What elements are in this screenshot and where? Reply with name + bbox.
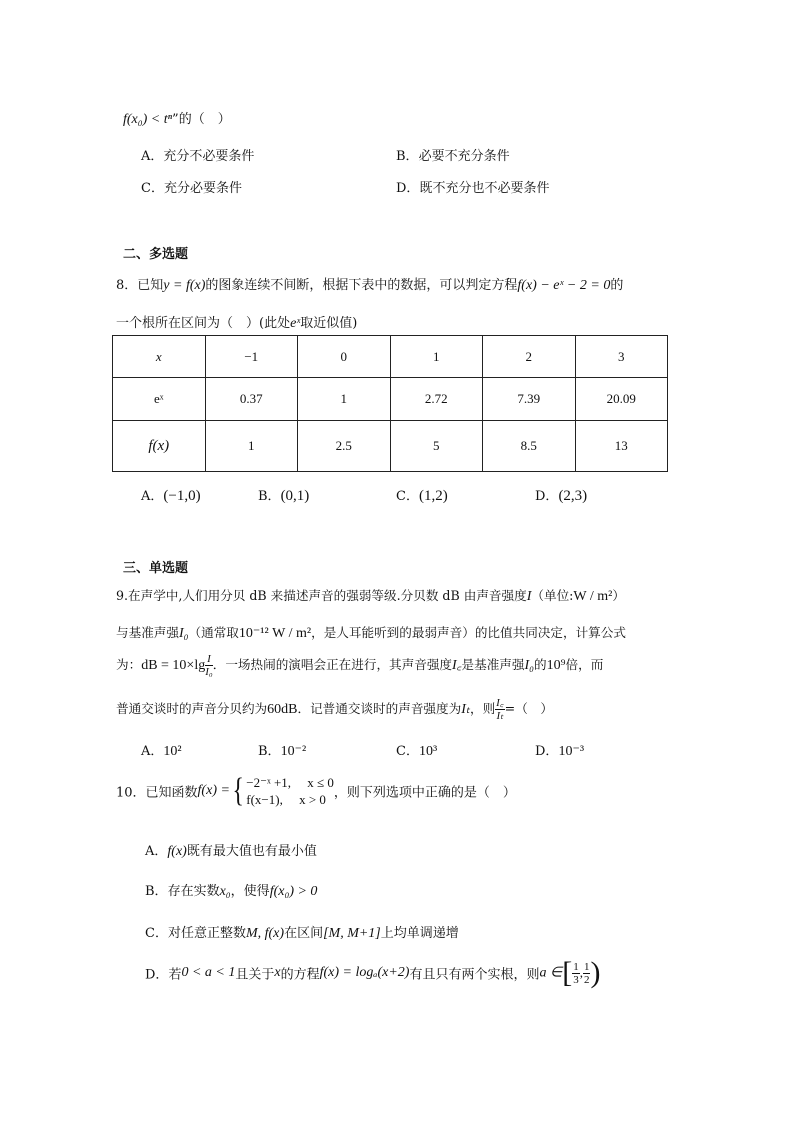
q9-option-b[interactable] [258,740,306,760]
table-cell: 1 [390,336,483,378]
q9-fraction [205,653,213,678]
q9-unit: 10⁻¹² W / m² [238,626,312,641]
table-cell: 3 [575,336,668,378]
option-text: 既有最大值也有最小值 [186,844,317,859]
q7-tail-text: ”的（ ） [172,112,231,127]
option-text: (0,1) [280,488,310,504]
option-text: 必要不充分条件 [418,149,510,164]
section-heading-multi: 二、多选题 [123,247,189,262]
q9-text: ．记普通交谈时的声音强度为 [297,701,462,716]
option-letter: A． [141,489,164,504]
q9-text: 的 [534,657,547,672]
q9-text: ） [612,588,625,603]
option-letter: B． [396,149,419,164]
fraction-numerator: I꜀ [496,697,504,709]
option-letter: B． [258,744,281,759]
option-text: 10² [163,744,182,759]
table-row [113,421,668,472]
interval-fraction [572,961,580,986]
q7-inequality: f(x₀) < tⁿ [123,112,173,127]
option-letter: A． [145,844,168,859]
fraction-denominator: Iₜ [496,710,504,722]
piecewise-case-1: −2⁻ˣ +1, x ≤ 0 [246,775,334,790]
q9-text: =（ ） [504,701,553,716]
q9-text: 倍，而 [565,657,604,672]
table-cell: 0 [298,336,391,378]
q9-text: 9.在声学中,人们用分贝 dB 来描述声音的强弱等级.分贝数 dB 由声音强度 [116,588,527,603]
q9-ratio-fraction [495,697,504,722]
table-cell: 2.72 [390,378,483,421]
table-cell: 0.37 [205,378,298,421]
piecewise-cases [246,774,334,808]
option-text: 且关于 [235,967,275,983]
q9-stem-line4 [116,697,553,722]
section-heading-single: 三、单选题 [123,561,189,576]
option-text: 充分不必要条件 [163,149,255,164]
q9-option-a[interactable] [141,740,182,760]
option-text: 有且只有两个实根，则 [409,967,540,983]
q8-option-d[interactable] [535,485,587,505]
option-text: 对任意正整数 [167,926,246,941]
piecewise-case-2: f(x−1), x > 0 [246,792,326,807]
option-text: 10⁻² [280,744,307,759]
interval-comma: , [579,965,583,980]
option-math: [M, M+1] [323,926,381,941]
q8-stem-line1 [116,274,623,294]
option-math: f(x) [167,844,187,859]
option-math: a ∈ [539,965,563,981]
fraction-numerator: I [207,653,211,665]
q9-text: 普通交谈时的声音分贝约为 [116,701,268,716]
q9-stem-line2 [116,622,626,642]
q8-text: 一个根所在区间为（ ）(此处 [116,316,291,331]
option-letter: A． [141,744,164,759]
q8-option-a[interactable] [141,485,201,505]
q9-stem-line3 [116,653,603,678]
fraction-numerator: 1 [573,960,579,973]
q9-text: 与基准声强 [116,625,179,640]
option-text: 若 [168,967,182,983]
table-cell: 1 [205,421,298,472]
option-letter: D． [535,489,559,504]
q9-math: I꜀ [452,658,462,673]
q8-stem-line2 [116,312,357,332]
option-letter: C． [141,181,164,196]
option-letter: C． [396,489,419,504]
q10-option-b[interactable] [145,880,317,900]
q8-text: 的 [610,278,624,293]
option-letter: D． [535,744,559,759]
table-row [113,336,668,378]
table-cell: 8.5 [483,421,576,472]
option-math: f(x) = logₐ(x+2) [319,965,410,980]
q9-text: ，是人耳能听到的最弱声音）的比值共同决定，计算公式 [311,625,626,640]
q9-math: I₀ [524,658,535,673]
q9-unit: W / m² [573,589,613,604]
q7-option-c[interactable] [141,177,242,196]
table-cell: 5 [390,421,483,472]
option-text: 既不充分也不必要条件 [419,181,550,196]
option-text: 充分必要条件 [163,181,242,196]
q7-option-b[interactable] [396,145,510,164]
table-cell: 2.5 [298,421,391,472]
option-text: 10³ [418,744,438,759]
q8-text: 的图象连续不间断，根据下表中的数据，可以判定方程 [205,278,518,293]
q10-option-a[interactable] [145,840,317,860]
option-letter: A． [141,149,164,164]
q9-text: 是基准声强 [461,657,525,672]
q10-text: 10．已知函数 [116,785,198,801]
q9-formula: dB = 10×lg [141,658,206,673]
q9-text: （通常取 [188,625,239,640]
q9-math: 10⁹ [546,658,566,673]
table-cell: f(x) [113,421,206,472]
q7-option-a[interactable] [141,145,254,164]
option-text: 在区间 [284,926,324,941]
option-text: 的方程 [280,967,320,983]
q8-data-table [112,335,668,472]
option-letter: D． [396,181,420,196]
q8-option-c[interactable] [396,485,448,505]
option-math: x [274,965,281,980]
q9-math: 60dB [267,702,298,717]
q7-option-d[interactable] [396,177,549,196]
interval-right-paren: ) [590,956,601,989]
q9-text: （单位: [531,588,574,603]
table-cell: eˣ [113,378,206,421]
option-text: (−1,0) [163,488,201,504]
fraction-denominator: I₀ [205,666,213,678]
q8-equation: f(x) − eˣ − 2 = 0 [517,278,611,293]
option-text: (1,2) [418,488,448,504]
q10-option-d[interactable] [145,956,600,990]
option-text: (2,3) [558,488,588,504]
q8-math: y = f(x) [163,278,206,293]
table-row [113,378,668,421]
option-math: f(x₀) > 0 [269,884,318,899]
option-letter: C． [396,744,419,759]
piecewise-brace: { [232,772,244,809]
q10-option-c[interactable] [145,922,459,942]
q10-math: f(x) = [197,783,230,798]
table-cell: 13 [575,421,668,472]
option-math: 0 < a < 1 [181,965,236,980]
table-cell: 7.39 [483,378,576,421]
fraction-numerator: 1 [583,960,590,973]
q9-option-d[interactable] [535,740,584,760]
option-text: 10⁻³ [558,744,585,759]
q8-text: 8．已知 [116,278,164,293]
q8-math: eˣ [290,316,301,331]
q9-math: I [526,589,532,604]
q9-text: ．一场热闹的演唱会正在进行，其声音强度 [212,657,452,672]
q8-text: 取近似值) [300,316,358,331]
q10-stem [116,774,516,808]
q10-text: ，则下列选项中正确的是（ ） [333,785,516,801]
option-letter: D． [145,967,169,983]
table-cell: 1 [298,378,391,421]
q7-stem-tail [123,108,231,128]
q9-math: I₀ [178,626,189,641]
q9-option-c[interactable] [396,740,437,760]
option-math: x₀ [219,884,231,899]
option-letter: B． [145,884,168,899]
option-letter: C． [145,926,168,941]
option-letter: B． [258,489,281,504]
q9-math: Iₜ [461,702,470,717]
fraction-denominator: 3 [573,973,579,986]
interval-left-bracket: [ [562,956,573,989]
table-cell: 20.09 [575,378,668,421]
table-cell: 2 [483,336,576,378]
q9-stem-line1 [116,585,625,605]
q8-option-b[interactable] [258,485,309,505]
table-cell: −1 [205,336,298,378]
option-math: M, f(x) [245,926,285,941]
fraction-denominator: 2 [583,973,590,986]
table-cell: x [113,336,206,378]
q9-text: ，则 [469,701,496,716]
q9-text: 为： [116,657,142,672]
option-text: 存在实数 [167,884,220,899]
option-text: 上均单调递增 [380,926,459,941]
option-text: ，使得 [230,884,270,899]
